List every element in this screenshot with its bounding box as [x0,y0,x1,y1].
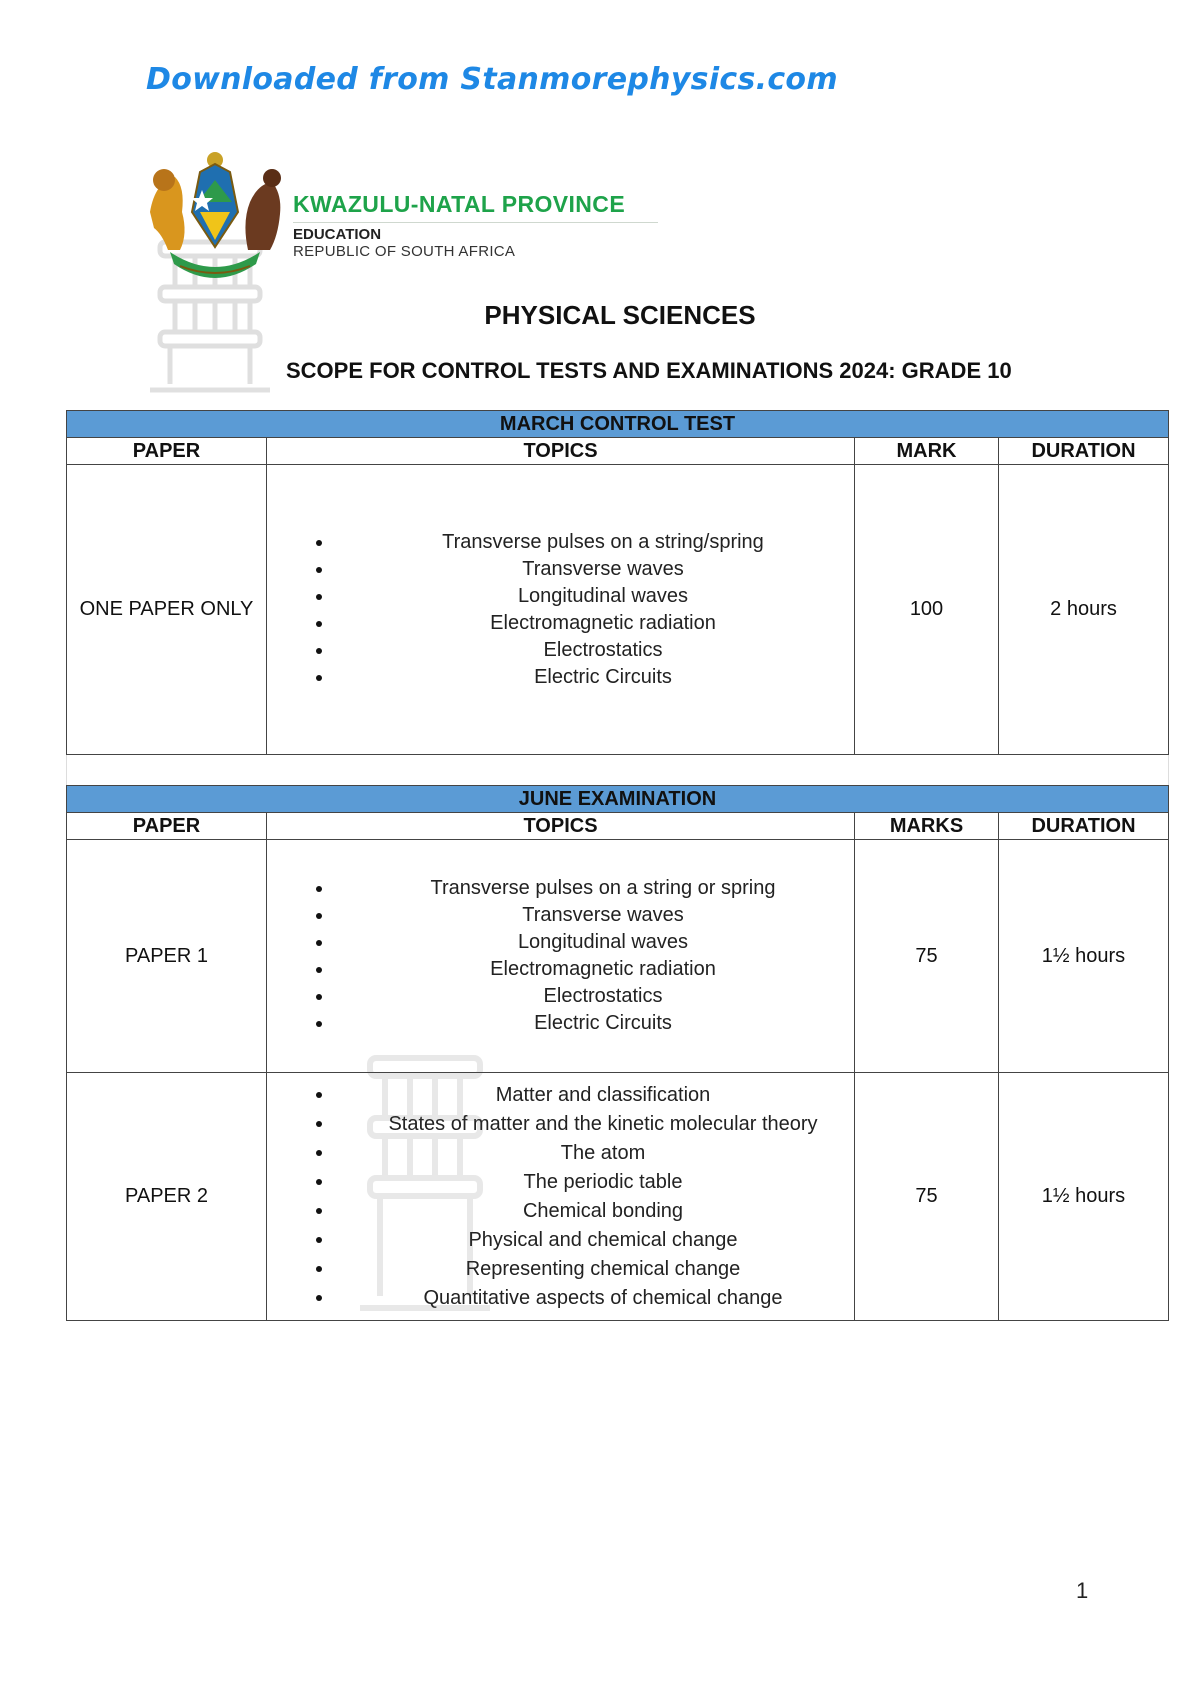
paper-cell: PAPER 2 [67,1073,267,1321]
table-row [67,465,1169,755]
list-item: The atom [352,1139,854,1168]
list-item: Transverse pulses on a string/spring [352,529,854,556]
table-row [67,840,1169,1073]
mark-cell: 75 [855,1073,999,1321]
country-name: REPUBLIC OF SOUTH AFRICA [293,243,516,260]
list-item: Matter and classification [352,1081,854,1110]
topic-list [267,529,854,691]
scope-table [66,410,1169,1321]
june-column-headers [67,813,1169,840]
march-section-header [67,411,1169,438]
topics-cell [267,840,855,1073]
table-spacer [67,755,1169,786]
topic-list [267,875,854,1037]
column-header-paper: PAPER [67,438,267,465]
duration-cell: 1½ hours [999,840,1169,1073]
list-item: Electromagnetic radiation [352,610,854,637]
department-name: EDUCATION [293,226,382,243]
section-title: MARCH CONTROL TEST [67,411,1169,438]
page-subtitle: SCOPE FOR CONTROL TESTS AND EXAMINATIONS 2024: GRADE 10 [286,358,1012,383]
list-item: Transverse waves [352,556,854,583]
mark-cell: 75 [855,840,999,1073]
header-divider [293,222,658,223]
march-column-headers [67,438,1169,465]
list-item: Electrostatics [352,983,854,1010]
list-item: Electrostatics [352,637,854,664]
paper-cell: PAPER 1 [67,840,267,1073]
list-item: Longitudinal waves [352,583,854,610]
column-header-topics: TOPICS [267,438,855,465]
duration-cell: 1½ hours [999,1073,1169,1321]
list-item: Transverse pulses on a string or spring [352,875,854,902]
column-header-duration: DURATION [999,438,1169,465]
column-header-topics: TOPICS [267,813,855,840]
paper-cell: ONE PAPER ONLY [67,465,267,755]
list-item: The periodic table [352,1168,854,1197]
mark-cell: 100 [855,465,999,755]
list-item: Physical and chemical change [352,1226,854,1255]
list-item: Chemical bonding [352,1197,854,1226]
column-header-mark: MARK [855,438,999,465]
topics-cell [267,465,855,755]
column-header-marks: MARKS [855,813,999,840]
page-title: PHYSICAL SCIENCES [484,300,756,330]
coat-of-arms-logo [140,142,290,412]
duration-cell: 2 hours [999,465,1169,755]
list-item: Representing chemical change [352,1255,854,1284]
download-banner: Downloaded from Stanmorephysics.com [146,62,838,97]
list-item: Longitudinal waves [352,929,854,956]
list-item: Electromagnetic radiation [352,956,854,983]
column-header-duration: DURATION [999,813,1169,840]
list-item: Electric Circuits [352,1010,854,1037]
province-name: KWAZULU-NATAL PROVINCE [293,191,626,217]
section-title: JUNE EXAMINATION [67,786,1169,813]
column-header-paper: PAPER [67,813,267,840]
table-row [67,1073,1169,1321]
list-item: States of matter and the kinetic molecular theory [352,1110,854,1139]
page-number: 1 [1076,1578,1089,1603]
list-item: Quantitative aspects of chemical change [352,1284,854,1313]
list-item: Transverse waves [352,902,854,929]
pillar-watermark-icon [350,1048,500,1328]
list-item: Electric Circuits [352,664,854,691]
june-section-header [67,786,1169,813]
